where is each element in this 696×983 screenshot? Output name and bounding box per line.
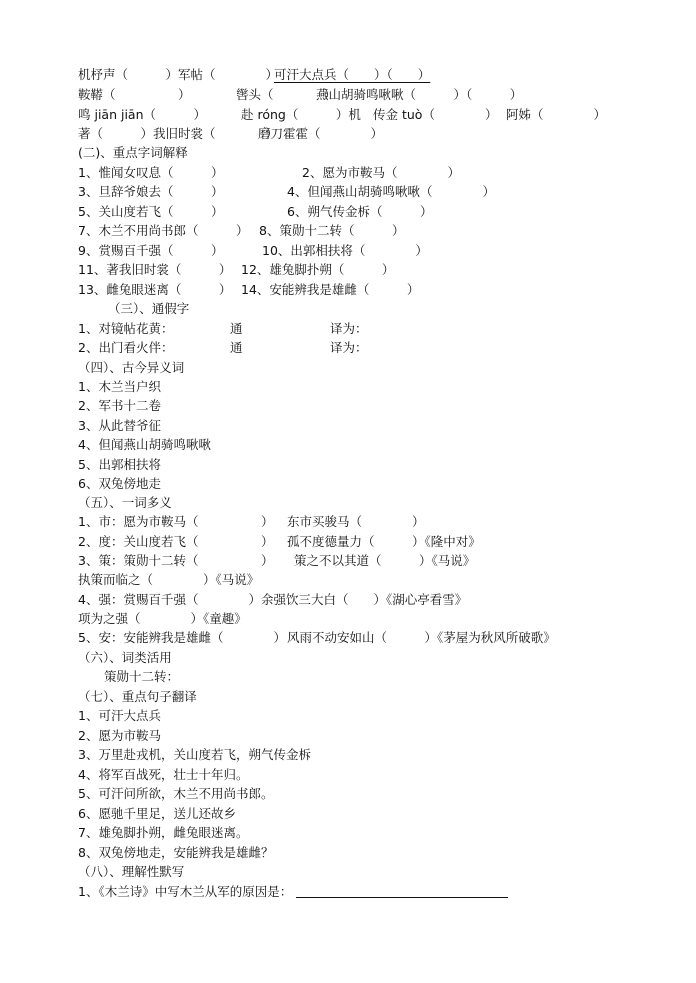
text-segment: 2、出门看火伴： [78, 340, 174, 355]
answer-blank[interactable] [296, 884, 508, 898]
text-segment: 3、万里赴戎机，关山度若飞，朔气传金柝 [78, 747, 311, 762]
text-segment: 1、可汗大点兵 [78, 708, 161, 723]
text-segment: 5、安：安能辨我是雄雌（ ） [78, 630, 286, 645]
text-segment: 东市买骏马（ ） [287, 514, 425, 529]
text-segment: 著（ ）我旧时裳（ ） [78, 126, 279, 141]
text-segment: 10、出郭相扶将（ ） [262, 243, 428, 258]
text-segment: 4、但闻燕山胡骑鸣啾啾 [78, 437, 211, 452]
text-segment: 传金 tuò（ ） [373, 107, 498, 122]
text-segment: 赴 róng（ ）机 [241, 107, 361, 122]
text-segment: 译为： [330, 321, 368, 336]
text-segment: 4、将军百战死，壮士十年归。 [78, 767, 249, 782]
text-segment: 策之不以其道（ ）《马说》 [294, 553, 476, 568]
text-segment: 2、愿为市鞍马（ ） [302, 165, 460, 180]
text-segment: 2、愿为市鞍马 [78, 728, 161, 743]
text-segment: 6、双兔傍地走 [78, 476, 161, 491]
text-segment: 12、雄兔脚扑朔（ ） [241, 262, 395, 277]
text-segment: 3、从此替爷征 [78, 418, 161, 433]
text-segment: （八）、理解性默写 [78, 864, 185, 879]
text-segment: 1、《木兰诗》中写木兰从军的原因是： [78, 884, 293, 899]
text-segment: 1、木兰当户织 [78, 379, 161, 394]
text-segment: 6、朔气传金柝（ ） [287, 204, 433, 219]
text-segment: 通 [230, 340, 243, 355]
text-segment: 辔头（ ） [236, 87, 337, 102]
text-segment: 2、度：关山度若飞（ ） [78, 534, 274, 549]
text-segment: 鸣 jiān jiān（ ） [78, 107, 207, 122]
text-segment: 5、关山度若飞（ ） [78, 204, 224, 219]
text-segment: 4、但闻燕山胡骑鸣啾啾（ ） [287, 184, 495, 199]
text-segment: 13、雌兔眼迷离（ ） [78, 282, 232, 297]
text-segment: 8、双兔傍地走，安能辨我是雄雌？ [78, 845, 274, 860]
text-segment: 5、可汗问所欲，木兰不用尚书郎。 [78, 786, 274, 801]
text-segment: 风雨不动安如山（ ）《茅屋为秋风所破歌》 [287, 630, 556, 645]
text-segment: 执策而临之（ ）《马说》 [78, 572, 260, 587]
text-segment: 1、惟闻女叹息（ ） [78, 165, 224, 180]
text-segment: 项为之强（ ）《童趣》 [78, 611, 247, 626]
text-segment: 11、著我旧时裳（ ） [78, 262, 232, 277]
text-segment: 2、军书十二卷 [78, 398, 161, 413]
text-segment: 译为： [330, 340, 368, 355]
text-segment: 阿姊（ ） [506, 107, 607, 122]
text-segment: 9、赏赐百千强（ ） [78, 243, 224, 258]
text-segment: 策勋十二转： [104, 669, 180, 684]
text-segment: 1、市：愿为市鞍马（ ） [78, 514, 274, 529]
text-segment: 3、旦辞爷娘去（ ） [78, 184, 224, 199]
text-segment: 军帖（ ） [178, 67, 279, 82]
text-segment: 1、对镜帖花黄： [78, 321, 174, 336]
text-segment: 机杼声（ ） [78, 67, 179, 82]
text-segment: （四）、古今异义词 [78, 360, 185, 375]
text-segment: （三）、通假字 [108, 301, 190, 316]
text-segment: （五）、一词多义 [78, 495, 172, 510]
text-segment: 燕山胡骑鸣啾啾（ ）（ ） [316, 87, 523, 102]
text-segment: （六）、词类活用 [78, 650, 172, 665]
text-segment: 鞍鞯（ ） [78, 87, 191, 102]
text-segment: 8、策勋十二转（ ） [259, 223, 405, 238]
text-segment: 4、强：赏赐百千强（ ）余强饮三大白（ ）《湖心亭看雪》 [78, 592, 468, 607]
text-segment: (二)、重点字词解释 [78, 145, 188, 160]
text-segment: 可汗大点兵（ ）（ ） [274, 67, 431, 82]
text-segment: 孤不度德量力（ ）《隆中对》 [287, 534, 481, 549]
text-segment: 6、愿驰千里足，送儿还故乡 [78, 806, 236, 821]
text-segment: 14、安能辨我是雄雌（ ） [241, 282, 420, 297]
text-segment: 7、木兰不用尚书郎（ ） [78, 223, 249, 238]
text-segment: 7、雄兔脚扑朔，雌兔眼迷离。 [78, 825, 249, 840]
text-segment: （七）、重点句子翻译 [78, 689, 197, 704]
text-segment: 5、出郭相扶将 [78, 457, 161, 472]
text-segment: 通 [230, 321, 243, 336]
text-segment: 磨刀霍霍（ ） [258, 126, 384, 141]
text-segment: 3、策：策勋十二转（ ） [78, 553, 274, 568]
